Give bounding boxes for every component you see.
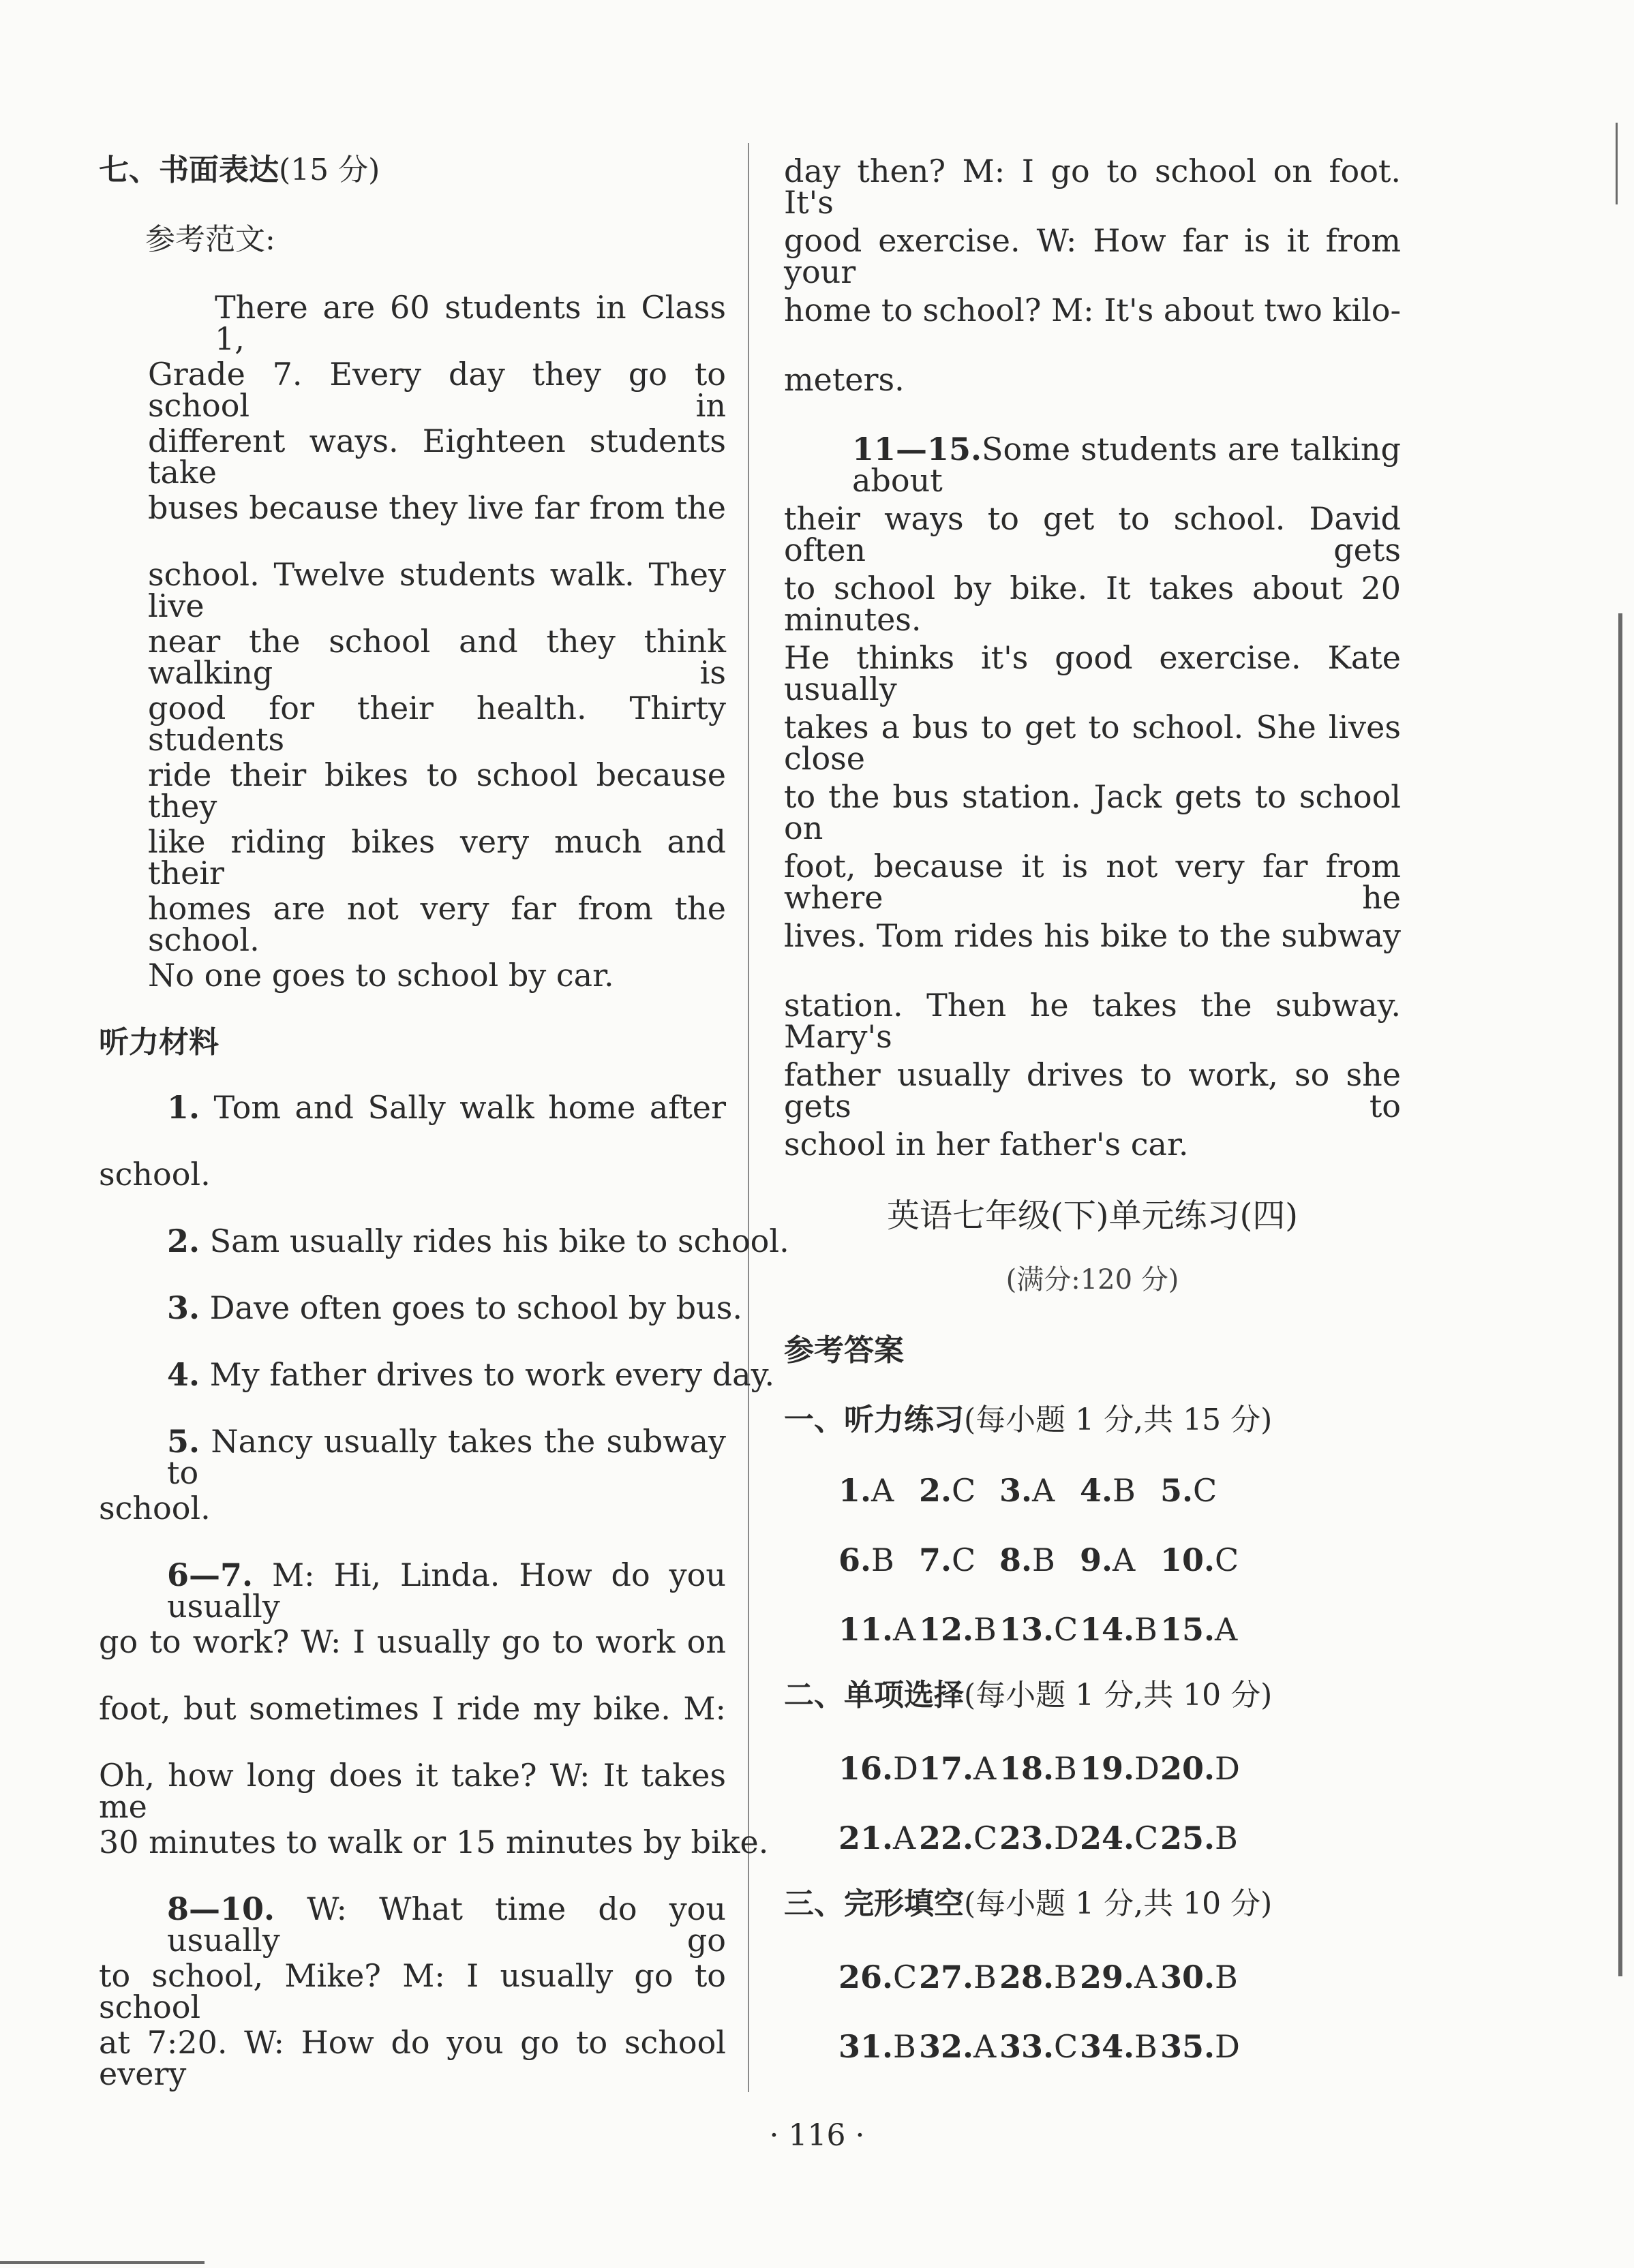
- answer-row: [838, 1820, 1241, 1856]
- answer-item: 7.C: [919, 1542, 976, 1578]
- dialogue-line: foot, but sometimes I ride my bike. M:: [99, 1690, 726, 1727]
- answer-item: 28.B: [999, 1959, 1077, 1995]
- answer-row: [838, 1750, 1241, 1787]
- dialogue-line: to school, Mike? M: I usually go to school: [99, 1957, 726, 2025]
- passage-line: school in her father's car.: [784, 1126, 1189, 1163]
- answer-item: 16.D: [838, 1750, 918, 1787]
- column-divider: [748, 143, 749, 2092]
- answer-item: 29.A: [1080, 1959, 1158, 1995]
- passage-line: their ways to get to school. David often gets: [784, 500, 1401, 568]
- answer-item: 3.A: [999, 1472, 1055, 1509]
- answer-row: [838, 1472, 1241, 1509]
- listening-item-1-cont: school.: [99, 1156, 211, 1193]
- page-number: · 116 ·: [769, 2118, 865, 2153]
- answer-item: 35.D: [1160, 2028, 1240, 2065]
- answer-item: 5.C: [1160, 1472, 1217, 1509]
- unit-title: 英语七年级(下)单元练习(四): [887, 1197, 1298, 1235]
- essay-line: No one goes to school by car.: [148, 957, 614, 994]
- dialogue-line: 30 minutes to walk or 15 minutes by bike.: [99, 1824, 769, 1860]
- answer-item: 15.A: [1160, 1611, 1238, 1648]
- listening-item-3: 3. Dave often goes to school by bus.: [167, 1289, 742, 1326]
- answer-row: [838, 1611, 1241, 1648]
- essay-line: like riding bikes very much and their: [148, 823, 726, 891]
- answer-item: 33.C: [999, 2028, 1078, 2065]
- answer-item: 25.B: [1160, 1820, 1238, 1856]
- answer-item: 9.A: [1080, 1542, 1136, 1578]
- answer-item: 1.A: [838, 1472, 894, 1509]
- answer-item: 4.B: [1080, 1472, 1136, 1509]
- answer-item: 30.B: [1160, 1959, 1238, 1995]
- dialogue-line: home to school? M: It's about two kilo-: [784, 292, 1401, 328]
- passage-line: lives. Tom rides his bike to the subway: [784, 917, 1401, 954]
- sample-label: 参考范文:: [145, 222, 275, 257]
- essay-line: buses because they live far from the: [148, 489, 726, 526]
- answer-row: [838, 2028, 1241, 2065]
- answer-item: 14.B: [1080, 1611, 1158, 1648]
- essay-line: school. Twelve students walk. They live: [148, 556, 726, 624]
- answer-item: 12.B: [919, 1611, 997, 1648]
- answer-item: 20.D: [1160, 1750, 1240, 1787]
- full-score: (满分:120 分): [1005, 1264, 1179, 1296]
- answer-item: 23.D: [999, 1820, 1079, 1856]
- scan-edge-mark: [0, 2261, 205, 2264]
- answer-item: 21.A: [838, 1820, 916, 1856]
- listening-item-5-cont: school.: [99, 1490, 211, 1527]
- passage-line: to school by bike. It takes about 20 minutes.: [784, 570, 1401, 638]
- answer-item: 6.B: [838, 1542, 894, 1578]
- listening-item-11-15: 11—15.Some students are talking about: [852, 431, 1401, 499]
- passage-line: takes a bus to get to school. She lives close: [784, 709, 1401, 777]
- dialogue-line: good exercise. W: How far is it from your: [784, 222, 1401, 290]
- scan-edge-mark: [1616, 123, 1618, 204]
- listening-item-4: 4. My father drives to work every day.: [167, 1356, 775, 1393]
- essay-line: Grade 7. Every day they go to school in: [148, 356, 726, 424]
- answer-row: [838, 1542, 1241, 1578]
- passage-line: foot, because it is not very far from where he: [784, 848, 1401, 916]
- listening-item-8-10: 8—10. W: What time do you usually go: [167, 1890, 727, 1959]
- part-2-heading: 二、单项选择(每小题 1 分,共 10 分): [784, 1678, 1273, 1713]
- dialogue-line: go to work? W: I usually go to work on: [99, 1623, 726, 1660]
- essay-line: near the school and they think walking is: [148, 623, 726, 691]
- answer-item: 32.A: [919, 2028, 997, 2065]
- answer-item: 31.B: [838, 2028, 916, 2065]
- section-7-heading: 七、书面表达(15 分): [99, 153, 380, 187]
- part-3-heading: 三、完形填空(每小题 1 分,共 10 分): [784, 1886, 1273, 1921]
- answer-item: 34.B: [1080, 2028, 1158, 2065]
- passage-line: to the bus station. Jack gets to school on: [784, 778, 1401, 846]
- essay-line: good for their health. Thirty students: [148, 690, 726, 758]
- answer-item: 18.B: [999, 1750, 1077, 1787]
- scan-edge-mark: [1618, 613, 1622, 1976]
- passage-line: He thinks it's good exercise. Kate usually: [784, 639, 1401, 707]
- answer-item: 17.A: [919, 1750, 997, 1787]
- passage-line: station. Then he takes the subway. Mary's: [784, 987, 1401, 1055]
- essay-line: homes are not very far from the school.: [148, 890, 726, 958]
- answer-item: 10.C: [1160, 1542, 1239, 1578]
- answer-item: 27.B: [919, 1959, 997, 1995]
- answer-item: 24.C: [1080, 1820, 1159, 1856]
- essay-line: There are 60 students in Class 1,: [215, 289, 726, 357]
- answer-row: [838, 1959, 1241, 1995]
- essay-line: different ways. Eighteen students take: [148, 423, 726, 491]
- answer-item: 8.B: [999, 1542, 1055, 1578]
- listening-item-1: 1. Tom and Sally walk home after: [167, 1089, 726, 1126]
- dialogue-line: meters.: [784, 361, 905, 398]
- essay-line: ride their bikes to school because they: [148, 756, 726, 825]
- listening-item-2: 2. Sam usually rides his bike to school.: [167, 1223, 789, 1259]
- dialogue-line: at 7:20. W: How do you go to school every: [99, 2024, 726, 2092]
- listening-item-6-7: 6—7. M: Hi, Linda. How do you usually: [167, 1557, 726, 1625]
- answer-item: 22.C: [919, 1820, 998, 1856]
- listening-item-5: 5. Nancy usually takes the subway to: [167, 1423, 727, 1491]
- passage-line: father usually drives to work, so she gets to: [784, 1056, 1401, 1124]
- dialogue-line: Oh, how long does it take? W: It takes me: [99, 1757, 726, 1825]
- dialogue-line: day then? M: I go to school on foot. It's: [784, 153, 1401, 221]
- answer-item: 19.D: [1080, 1750, 1160, 1787]
- answer-item: 2.C: [919, 1472, 976, 1509]
- listening-heading: 听力材料: [99, 1025, 219, 1060]
- answer-item: 26.C: [838, 1959, 918, 1995]
- answer-item: 13.C: [999, 1611, 1078, 1648]
- part-1-heading: 一、听力练习(每小题 1 分,共 15 分): [784, 1403, 1273, 1437]
- answer-item: 11.A: [838, 1611, 916, 1648]
- answer-heading: 参考答案: [784, 1333, 904, 1368]
